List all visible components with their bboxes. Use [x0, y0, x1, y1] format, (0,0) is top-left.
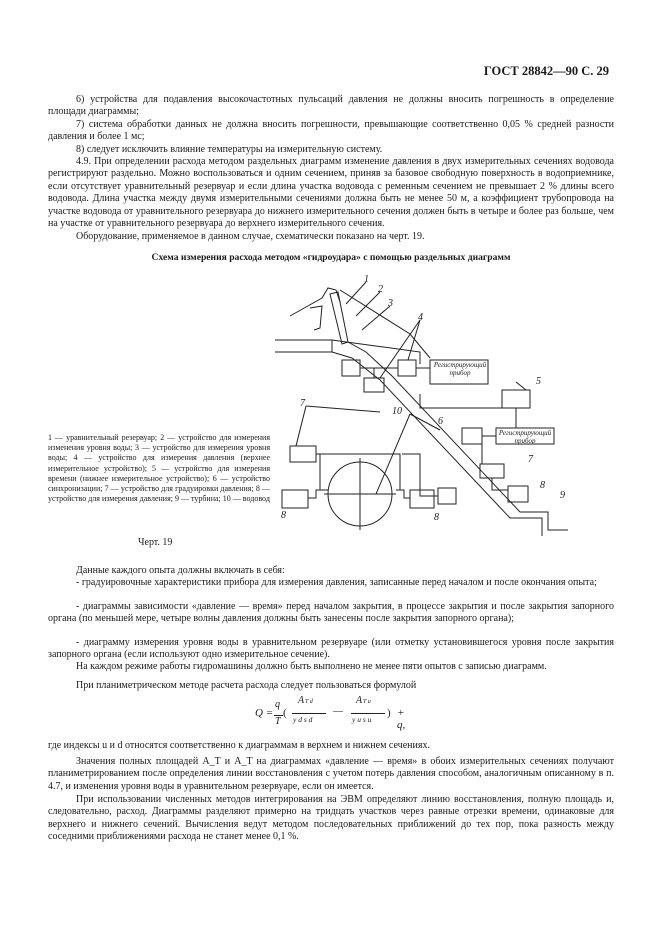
penstock-top	[275, 340, 332, 352]
device-4-right	[398, 360, 416, 376]
formula-AT-u: A	[356, 695, 363, 706]
figure-title: Схема измерения расхода методом «гидроудара» с помощью раздельных диаграмм	[151, 252, 511, 263]
diagram-label-1: 1	[364, 274, 369, 285]
formula-q: q	[275, 699, 280, 710]
paragraph-planimetric: При планиметрическом методе расчета расхода следует пользоваться формулой	[76, 680, 417, 691]
reservoir-wall	[310, 306, 322, 330]
formula-den-d: y d s d	[293, 715, 313, 724]
recorder-label-2: Регистрирующий прибор	[498, 429, 552, 445]
paragraph-numerical: При использовании численных методов интегрирования на ЭВМ определяют линию восстановления, полную площадь и, следовательно, расход. Диаграммы разделяют примерно на тридцать участков через равные отрезки времени, одинаковые для верхнего и нижнего сечений. Вычисления ведут методом последовательных приближений до тех пор, пока разность между соседними приближениями расхода не станет менее 0,1 %.	[48, 794, 614, 843]
paragraph-item-6: 6) устройства для подавления высокочастотных пульсаций давления не должны вносить погрешность в определение площади диаграммы;	[48, 94, 614, 118]
diagram-label-3: 3	[388, 298, 393, 309]
bullet-pressure-diagrams: - диаграммы зависимости «давление — время» перед началом закрытия, в процессе закрытия и после закрытия запорного органа (по меньшей мере, четыре волны давления должны быть занесены после закрытия запорного органа);	[48, 601, 614, 625]
paragraph-item-7: 7) система обработки данных не должна вносить погрешности, превышающие соответственно 0,05 % средней разности давления и более 1 мс;	[48, 119, 614, 143]
diagram-label-5: 5	[536, 376, 541, 387]
data-intro: Данные каждого опыта должны включать в себя:	[76, 565, 285, 576]
diagram-label-9: 9	[560, 490, 565, 501]
formula-T: T	[275, 716, 281, 727]
figure-caption: Черт. 19	[138, 537, 173, 548]
device-5-box	[502, 390, 530, 408]
formula-den-u: y u s u	[352, 715, 372, 724]
paragraph-areas: Значения полных площадей A_T и A_T на диаграммах «давление — время» в обоих измерительных сечениях получают планиметрированием после определения линии восстановления с учетом потерь давления способом, аналогичным описанному в п. 4.7, и изменения уровня воды в уравнительном резервуаре, если он имеется.	[48, 756, 614, 792]
device-8-right-box	[508, 486, 528, 502]
diagram-label-10: 10	[392, 406, 402, 417]
page-header: ГОСТ 28842—90 С. 29	[483, 64, 609, 78]
recorder-label-1: Регистрирующий прибор	[433, 361, 487, 377]
device-7-left-box	[290, 446, 316, 462]
device-8-mid-box	[438, 488, 456, 504]
diagram-label-6: 6	[438, 416, 443, 427]
bullet-calibration: - градуировочные характеристики прибора для измерения давления, записанные перед началом и после окончания опыта;	[76, 577, 597, 588]
diagram-label-7-right: 7	[528, 454, 533, 465]
reservoir-outline	[290, 288, 340, 316]
paragraph-regime: На каждом режиме работы гидромашины должно быть выполнено не менее пяти опытов с записью диаграмм.	[76, 661, 547, 672]
device-8-center-box	[410, 490, 434, 508]
diagram-label-8-right: 8	[540, 480, 545, 491]
formula-plus-q: + q,	[397, 707, 406, 731]
paragraph-item-8: 8) следует исключить влияние температуры на измерительную систему.	[76, 144, 383, 155]
paragraph-equipment: Оборудование, применяемое в данном случае, схематически показано на черт. 19.	[76, 231, 425, 242]
diagram-label-7-left: 7	[300, 398, 305, 409]
paragraph-4-9: 4.9. При определении расхода методом раздельных диаграмм изменение давления в двух измерительных сечениях водовода регистрируют раздельно. Можно воспользоваться и одним сечением, приняв за базовое свободную поверхность в водоприемнике, если отсутствует уравнительный резервуар и если длина участка водовода с ременным сечением не превышает 2 % длины всего водовода. Длина участка между двумя измерительными сечениями должна быть не менее 50 м, а коэффициент трубопровода на участке водовода от уравнительного резервуара до нижнего измерительного сечения должен быть в четыре и более раз больше, чем на участке от уравнительного резервуара до верхнего измерительного сечения.	[48, 156, 614, 230]
device-8-left-box	[282, 490, 308, 508]
diagram-label-2: 2	[378, 284, 383, 295]
figure-legend: 1 — уравнительный резервуар; 2 — устройство для измерения изменения уровня воды; 3 — устройство для измерения уровня воды; 4 — устройство для измерения давления (верхнее измерительное устройство); 5 — устройство для измерения времени (нижнее измерительное устройство); 6 — устройство синхронизации; 7 — устройство для градуировки давления; 8 — устройство для измерения давления; 9 — турбина; 10 — водовод	[48, 433, 270, 504]
device-sync-top	[364, 378, 384, 392]
formula-sub-Tu: T u	[363, 699, 371, 705]
device-6-box	[462, 428, 482, 444]
bullet-level-diagram: - диаграмму измерения уровня воды в уравнительном резервуаре (или отметку установившегося уровня после закрытия запорного органа (если используют одно измерительное сечение).	[48, 637, 614, 661]
formula-minus: —	[333, 706, 343, 717]
diagram-label-8-left: 8	[281, 510, 286, 521]
measurement-scheme-diagram	[270, 268, 580, 538]
formula-AT-d: A	[298, 695, 305, 706]
formula-lhs: Q =	[255, 707, 274, 719]
formula-sub-Td: T d	[305, 699, 313, 705]
diagram-label-4: 4	[418, 312, 423, 323]
diagram-label-8-center: 8	[434, 512, 439, 523]
paragraph-indices: где индексы u и d относятся соответственно к диаграммам в верхнем и нижнем сечениях.	[48, 740, 430, 751]
flow-formula: Q = q T ( A T d y d s d — A T u y u s u ) + q,	[255, 695, 406, 731]
device-7-right-box	[480, 464, 504, 478]
